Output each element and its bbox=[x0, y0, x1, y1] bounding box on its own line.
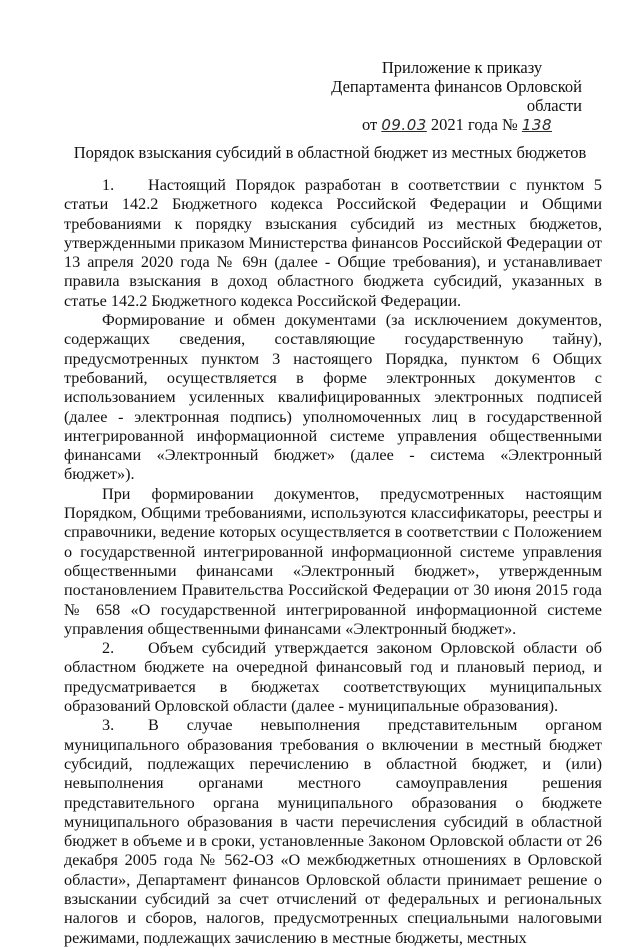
paragraph-number: 1. bbox=[102, 176, 115, 194]
handwritten-date: 09.03 bbox=[381, 116, 427, 134]
header-line-department: Департамента финансов Орловской области bbox=[331, 77, 582, 115]
paragraph-5 bbox=[64, 716, 602, 948]
paragraph-number: 2. bbox=[102, 639, 115, 658]
paragraph-1 bbox=[64, 176, 602, 311]
handwritten-order-number: 138 bbox=[521, 116, 553, 134]
paragraph-text: В случае невыполнения представительным органом муниципального образования требования о включении в местный бюджет субсидий, подлежащих перечислению в областной бюджет, и (или) невыполнения органами местного самоуправления решения представительного органа муниципального образования о бюджете муниципального образования в части перечисления субсидий в областной бюджет в объеме и в сроки, установленные Законом Орловской области от 26 декабря 2005 года № 562-ОЗ «О межбюджетных отношениях в Орловской области», Департамент финансов Орловской области принимает решение о взыскании субсидий за счет отчислений от федеральных и региональных налогов и сборов, налогов, предусмотренных специальными налоговыми режимами, подлежащих зачислению в местные бюджеты, местных bbox=[64, 716, 602, 947]
paragraph-number: 3. bbox=[102, 716, 115, 735]
paragraph-text: Формирование и обмен документами (за исключением документов, содержащих сведения, составляющие государственную тайну), предусмотренных пунктом 3 настоящего Порядка, пунктом 6 Общих требований, осуществляется в форме электронных документов с использованием усиленных квалифицированных электронных подписей (далее - электронная подпись) уполномоченных лиц в государственной интегрированной информационной системе управления общественными финансами «Электронный бюджет» (далее - система «Электронный бюджет»). bbox=[64, 311, 602, 484]
header-line-date bbox=[282, 115, 582, 135]
document-title: Порядок взыскания субсидий в областной бюджет из местных бюджетов bbox=[73, 143, 587, 162]
header-line-appendix: Приложение к приказу bbox=[381, 58, 543, 77]
paragraph-text: Настоящий Порядок разработан в соответствии с пунктом 5 статьи 142.2 Бюджетного кодекса Российской Федерации и Общими требованиями к порядку взыскания субсидий из местных бюджетов, утвержденными приказом Министерства финансов Российской Федерации от 13 апреля 2020 года № 69н (далее - Общие требования), и устанавливает правила взыскания в доход областного бюджета субсидий, указанных в статье 142.2 Бюджетного кодекса Российской Федерации. bbox=[64, 176, 602, 310]
header-from-label: от bbox=[361, 115, 378, 134]
paragraph-text: Объем субсидий утверждается законом Орловской области об областном бюджете на очередной финансовый год и плановый период, и предусматривается в бюджетах соответствующих муниципальных образований Орловской области (далее - муниципальные образования). bbox=[64, 639, 602, 716]
paragraph-text: При формировании документов, предусмотренных настоящим Порядком, Общими требованиями, используются классификаторы, реестры и справочники, ведение которых осуществляется в соответствии с Положением о государственной интегрированной информационной системе управления общественными финансами «Электронный бюджет», утвержденным постановлением Правительства Российской Федерации от 30 июня 2015 года № 658 «О государственной интегрированной информационной системе управления общественными финансами «Электронный бюджет». bbox=[64, 484, 602, 638]
paragraph-4 bbox=[64, 639, 602, 716]
document-body bbox=[64, 176, 602, 948]
document-header bbox=[282, 58, 582, 135]
paragraph-3 bbox=[64, 485, 602, 639]
header-year-text: 2021 года № bbox=[430, 115, 518, 134]
paragraph-2 bbox=[64, 311, 602, 485]
